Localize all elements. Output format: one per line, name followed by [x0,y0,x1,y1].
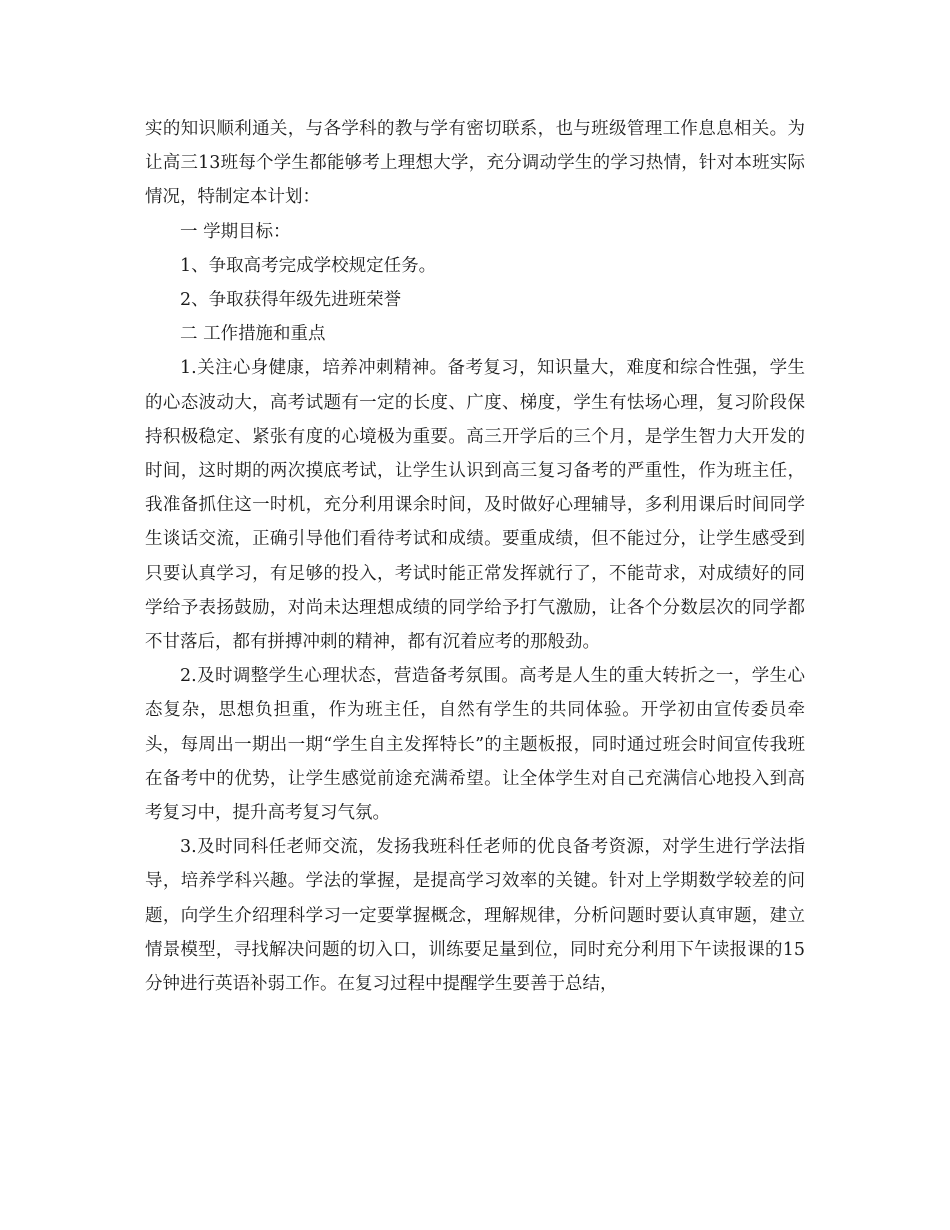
paragraph-measure-3: 3.及时同科任老师交流，发扬我班科任老师的优良备考资源，对学生进行学法指导，培养学科兴趣。学法的掌握，是提高学习效率的关键。针对上学期数学较差的问题，向学生介绍理科学习一定要掌握概念，理解规律，分析问题时要认真审题，建立情景模型，寻找解决问题的切入口，训练要足量到位，同时充分利用下午读报课的15分钟进行英语补弱工作。在复习过程中提醒学生要善于总结， [145,837,805,995]
document-body [145,112,805,1001]
paragraph-measure-2: 2.及时调整学生心理状态，营造备考氛围。高考是人生的重大转折之一，学生心态复杂，思想负担重，作为班主任，自然有学生的共同体验。开学初由宣传委员牵头，每周出一期出一期“学生自主发挥特长”的主题板报，同时通过班会时间宣传我班在备考中的优势，让学生感觉前途充满希望。让全体学生对自己充满信心地投入到高考复习中，提升高考复习气氛。 [145,666,805,824]
paragraph-intro: 实的知识顺利通关，与各学科的教与学有密切联系，也与班级管理工作息息相关。为让高三13班每个学生都能够考上理想大学，充分调动学生的学习热情，针对本班实际情况，特制定本计划： [145,119,805,208]
paragraph-measure-1: 1.关注心身健康，培养冲刺精神。备考复习，知识量大，难度和综合性强，学生的心态波动大，高考试题有一定的长度、广度、梯度，学生有怯场心理，复习阶段保持积极稳定、紧张有度的心境极为重要。高三开学后的三个月，是学生智力大开发的时间，这时期的两次摸底考试，让学生认识到高三复习备考的严重性，作为班主任，我准备抓住这一时机，充分利用课余时间，及时做好心理辅导，多利用课后时间同学生谈话交流，正确引导他们看待考试和成绩。要重成绩，但不能过分，让学生感受到只要认真学习，有足够的投入，考试时能正常发挥就行了，不能苛求，对成绩好的同学给予表扬鼓励，对尚未达理想成绩的同学给予打气激励，让各个分数层次的同学都不甘落后，都有拼搏冲刺的精神，都有沉着应考的那般劲。 [145,358,805,653]
heading-measures: 二 工作措施和重点 [180,324,326,345]
goal-item-1: 1、争取高考完成学校规定任务。 [180,255,437,276]
goal-item-2: 2、争取获得年级先进班荣誉 [180,290,402,311]
heading-semester-goals: 一 学期目标： [180,221,291,242]
